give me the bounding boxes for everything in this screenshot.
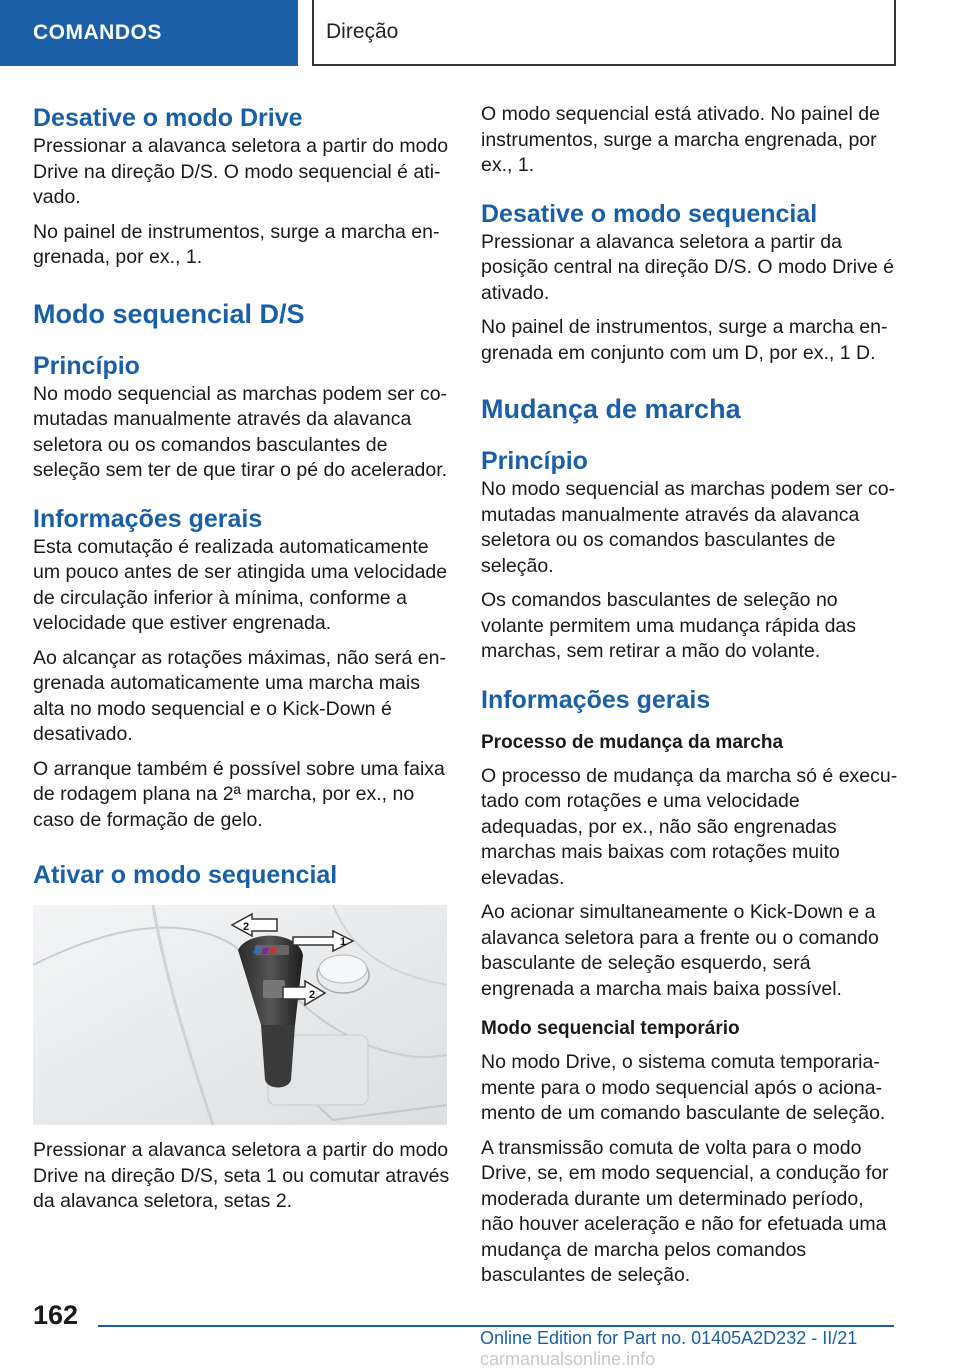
heading-principio: Princípio: [33, 351, 140, 380]
paragraph: Pressionar a alavanca seletora a partir da posição central na direção D/S. O modo Drive é ativado.: [481, 230, 894, 304]
arrow-2-bottom-label: 2: [309, 989, 316, 1001]
section-header: [312, 0, 896, 66]
paragraph: Os comandos basculantes de seleção no volante permitem uma mudança rápida das marchas, sem retirar a mão do volante.: [481, 589, 857, 662]
paragraph: Pressionar a alavanca seletora a partir do modo Drive na direção D/S. O modo sequencial é ativado.: [33, 135, 449, 208]
arrow-2-top-label: 2: [243, 921, 250, 933]
edition-line: [480, 1328, 960, 1370]
paragraph: No painel de instrumentos, surge a marcha engrenada, por ex., 1.: [33, 220, 440, 268]
gear-selector-illustration: [33, 905, 447, 1125]
paragraph: Ao acionar simultaneamente o Kick-Down e a alavanca seletora para a frente ou o comando basculante de seleção esquerdo, será engrenada a marcha mais baixa possível.: [481, 901, 879, 1000]
paragraph: Esta comutação é realizada automaticamente um pouco antes de ser atingida uma velocidade de circulação inferior à mínima, conforme a velocidade que estiver engrenada.: [33, 535, 448, 634]
paragraph: No modo Drive, o sistema comuta temporariamente para o modo sequencial após o acionamento de um comando basculante de seleção.: [481, 1051, 886, 1124]
heading-informacoes-gerais: Informações gerais: [481, 685, 711, 714]
paragraph: No modo sequencial as marchas podem ser comutadas manualmente através da alavanca seletora ou os comandos basculantes de seleção.: [481, 478, 896, 577]
heading-mudanca-marcha: Mudança de marcha: [481, 394, 741, 424]
chapter-title: COMANDOS: [33, 21, 162, 44]
paragraph: A transmissão comuta de volta para o modo Drive, se, em modo sequencial, a condução for moderada durante um determinado período, não houver aceleração e não for efetuada uma mudança de marcha pelos comandos basculantes de seleção.: [481, 1136, 889, 1286]
heading-principio: Princípio: [481, 447, 588, 475]
subheading-processo-mudanca: Processo de mudança da marcha: [481, 731, 784, 753]
paragraph: No modo sequencial as marchas podem ser comutadas manualmente através da alavanca seletora ou os comandos basculantes de seleção sem ter de que tirar o pé do acelerador.: [33, 382, 448, 481]
heading-ativar-sequencial: Ativar o modo sequencial: [33, 861, 338, 889]
heading-modo-sequencial: Modo sequencial D/S: [33, 298, 305, 329]
right-column: [481, 102, 901, 1289]
paragraph: Pressionar a alavanca seletora a partir do modo Drive na direção D/S, seta 1 ou comutar através da alavanca seletora, setas 2.: [33, 1139, 450, 1212]
footer-divider: [98, 1325, 894, 1327]
left-column: [33, 102, 453, 1215]
gear-selector-drawing: [33, 905, 447, 1125]
section-title: Direção: [326, 20, 399, 43]
paragraph: Ao alcançar as rotações máximas, não será engrenada automaticamente uma marcha mais alta no modo sequencial e o Kick-Down é desativado.: [33, 646, 446, 745]
watermark-text: carmanualsonline.info: [480, 1349, 656, 1369]
paragraph: O arranque também é possível sobre uma faixa de rodagem plana na 2ª marcha, por ex., no caso de formação de gelo.: [33, 757, 445, 831]
paragraph: O modo sequencial está ativado. No painel de instrumentos, surge a marcha engrenada, por ex., 1.: [481, 103, 880, 176]
heading-informacoes-gerais: Informações gerais: [33, 504, 263, 533]
edition-text: Online Edition for Part no. 01405A2D232 - II/21: [480, 1328, 858, 1348]
chapter-tab: [0, 0, 298, 66]
arrow-1-label: 1: [340, 936, 347, 948]
heading-desative-sequencial: Desative o modo sequencial: [481, 199, 818, 228]
page-number: 162: [33, 1300, 79, 1330]
heading-desative-drive: Desative o modo Drive: [33, 104, 303, 132]
subheading-sequencial-temporario: Modo sequencial temporário: [481, 1018, 740, 1039]
paragraph: No painel de instrumentos, surge a marcha engrenada em conjunto com um D, por ex., 1 D.: [481, 316, 888, 364]
paragraph: O processo de mudança da marcha só é executado com rotações e uma velocidade adequadas, por ex., não são engrenadas marchas mais baixas com rotações muito elevadas.: [481, 764, 898, 889]
